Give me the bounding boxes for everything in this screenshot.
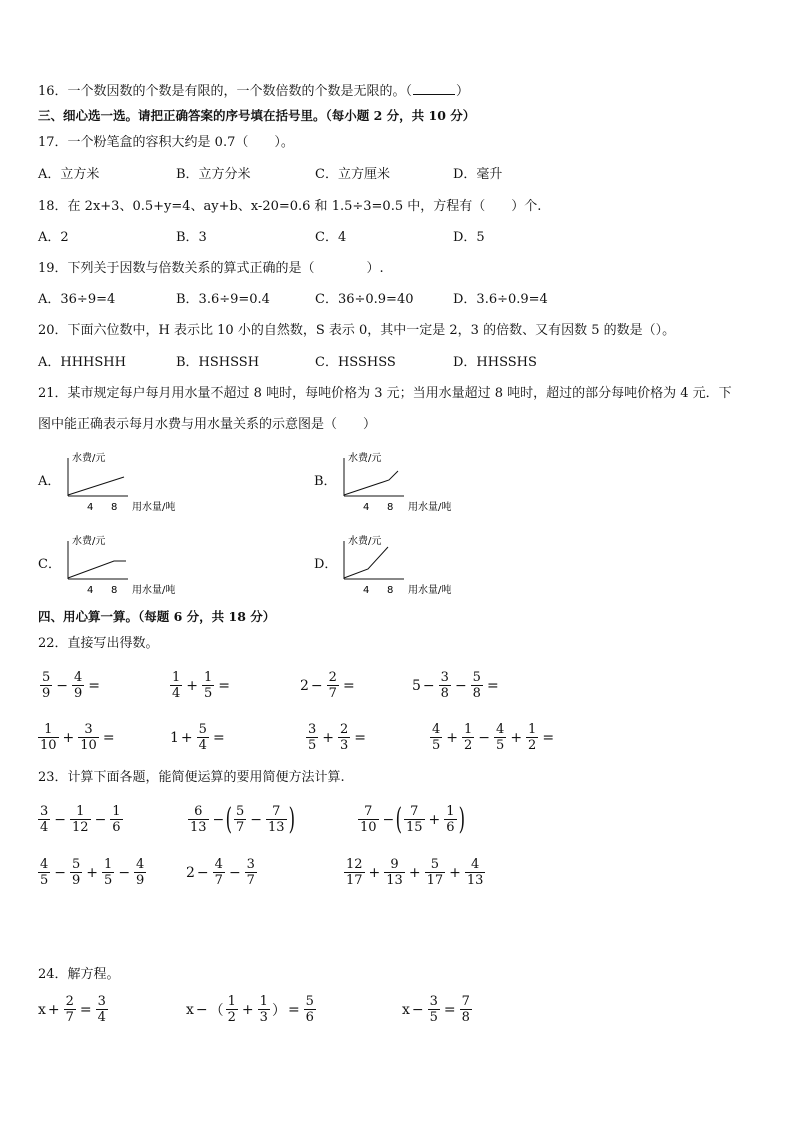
q20-option-d[interactable]: D．HHSSHS (453, 355, 537, 370)
q22-item-5: 1 10 + 3 10 = (40, 722, 115, 753)
graph-a-tick-8: 8 (111, 502, 118, 512)
section-4-heading: 四、用心算一算。（每题 6 分，共 18 分） (38, 609, 276, 624)
q17-option-c[interactable]: C．立方厘米 (315, 167, 390, 182)
graph-a-tick-4: 4 (87, 502, 94, 512)
graph-c-tick-8: 8 (111, 585, 118, 595)
q18-option-b[interactable]: B．3 (176, 230, 207, 245)
q20-option-b[interactable]: B．HSHSSH (176, 355, 260, 370)
q22-item-6: 1 + 5 4 = (170, 722, 225, 753)
graph-a (62, 448, 192, 512)
q23-item-6: 12 17 + 9 13 + 5 17 + 4 13 (346, 857, 484, 888)
q17-stem: 17．一个粉笔盒的容积大约是 0.7（ ）。 (38, 135, 294, 150)
graph-c-line (68, 561, 126, 578)
q18-stem: 18．在 2x+3、0.5+y=4、ay+b、x-20=0.6 和 1.5÷3=0.5 中，方程有（ ）个. (38, 199, 542, 214)
q23-item-3: 7 10 − ( 7 15 + 1 6 ) (360, 801, 465, 837)
q18-option-c[interactable]: C．4 (315, 230, 347, 245)
graph-b-ylabel: 水费/元 (348, 453, 382, 464)
q16-close: ） (456, 84, 470, 99)
graph-d-label[interactable]: D． (314, 557, 338, 572)
q20-option-a[interactable]: A．HHHSHH (38, 355, 126, 370)
answer-blank[interactable] (413, 82, 455, 95)
q19-option-a[interactable]: A．36÷9=4 (38, 292, 116, 307)
q20-stem: 20．下面六位数中，H 表示比 10 小的自然数，S 表示 0，其中一定是 2，3 的倍数、又有因数 5 的数是（）。 (38, 323, 676, 338)
graph-d (338, 531, 468, 595)
q22-item-7: 3 5 + 2 3 = (308, 722, 367, 753)
graph-c-ylabel: 水费/元 (72, 536, 106, 547)
section-3-heading: 三、细心选一选。请把正确答案的序号填在括号里。（每小题 2 分，共 10 分） (38, 108, 476, 123)
q21-line1: 21．某市规定每户每月用水量不超过 8 吨时，每吨价格为 3 元；当用水量超过 8 吨时，超过的部分每吨价格为 4 元．下 (38, 386, 732, 401)
q23-item-4: 4 5 − 5 9 + 1 5 − 4 9 (40, 857, 145, 888)
graph-b-tick-8: 8 (387, 502, 394, 512)
fraction: 4 9 (74, 670, 83, 701)
graph-b-label[interactable]: B． (314, 474, 337, 489)
fraction: 5 9 (42, 670, 51, 701)
q22-item-4: 5 − 3 8 − 5 8 = (412, 670, 499, 701)
q22-stem: 22．直接写出得数。 (38, 636, 159, 651)
graph-d-line (344, 547, 388, 578)
q19-option-d[interactable]: D．3.6÷0.9=4 (453, 292, 548, 307)
graph-d-tick-4: 4 (363, 585, 370, 595)
q18-option-a[interactable]: A．2 (38, 230, 69, 245)
q22-item-8: 4 5 + 1 2 − 4 5 + 1 2 = (432, 722, 555, 753)
q19-stem: 19．下列关于因数与倍数关系的算式正确的是（ ）. (38, 261, 384, 276)
q18-option-d[interactable]: D．5 (453, 230, 485, 245)
q24-equation-3: x − 3 5 = 7 8 (402, 994, 470, 1025)
q16-text: 16．一个数因数的个数是有限的，一个数倍数的个数是无限的。（ (38, 84, 413, 99)
graph-d-xlabel: 用水量/吨 (408, 585, 452, 595)
graph-d-tick-8: 8 (387, 585, 394, 595)
q22-item-1: 5 9 − 4 9 = (42, 670, 101, 701)
graph-a-label[interactable]: A． (38, 474, 61, 489)
q20-option-c[interactable]: C．HSSHSS (315, 355, 396, 370)
q22-item-3: 2 − 2 7 = (300, 670, 355, 701)
graph-a-ylabel: 水费/元 (72, 453, 106, 464)
q19-option-c[interactable]: C．36÷0.9=40 (315, 292, 414, 307)
graph-d-ylabel: 水费/元 (348, 536, 382, 547)
graph-c-tick-4: 4 (87, 585, 94, 595)
q16 (38, 82, 469, 100)
graph-b-xlabel: 用水量/吨 (408, 502, 452, 512)
graph-b-line (344, 471, 398, 495)
q17-option-a[interactable]: A．立方米 (38, 167, 100, 182)
q21-line2: 图中能正确表示每月水费与用水量关系的示意图是（ ） (38, 417, 377, 432)
graph-a-line (68, 477, 124, 495)
q24-equation-1: x + 2 7 = 3 4 (38, 994, 106, 1025)
q17-option-d[interactable]: D．毫升 (453, 167, 503, 182)
graph-c-label[interactable]: C． (38, 557, 61, 572)
graph-b (338, 448, 468, 512)
graph-c-xlabel: 用水量/吨 (132, 585, 176, 595)
q23-stem: 23．计算下面各题，能简便运算的要用简便方法计算. (38, 770, 345, 785)
graph-a-xlabel: 用水量/吨 (132, 502, 176, 512)
q22-item-2: 1 4 + 1 5 = (172, 670, 231, 701)
q17-option-b[interactable]: B．立方分米 (176, 167, 251, 182)
q23-item-2: 6 13 − ( 5 7 − 7 13 ) (190, 801, 295, 837)
q23-item-1: 3 4 − 1 12 − 1 6 (40, 804, 121, 835)
graph-b-tick-4: 4 (363, 502, 370, 512)
q24-stem: 24．解方程。 (38, 967, 120, 982)
q24-equation-2: x − （ 1 2 + 1 3 ） = 5 6 (186, 994, 314, 1025)
q23-item-5: 2 − 4 7 − 3 7 (186, 857, 255, 888)
graph-c (62, 531, 192, 595)
q19-option-b[interactable]: B．3.6÷9=0.4 (176, 292, 270, 307)
